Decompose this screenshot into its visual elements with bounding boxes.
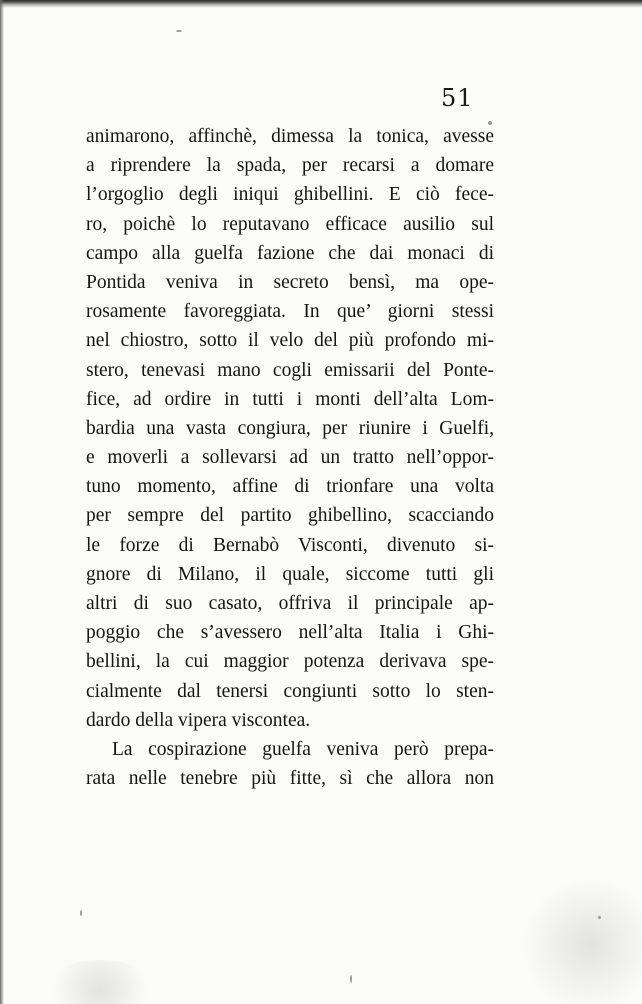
text-line: cialmente dal tenersi congiunti sotto lo sten-: [86, 680, 494, 702]
text-line: poggio che s’avessero nell’alta Italia i Ghi-: [86, 622, 494, 644]
paper-stain: [520, 880, 642, 1004]
text-line: altri di suo casato, offriva il principale ap-: [86, 593, 494, 614]
ink-speck: [176, 30, 182, 32]
paper-stain: [40, 960, 160, 1004]
text-line: stero, tenevasi mano cogli emissarii del Ponte-: [86, 359, 494, 381]
page-top-edge: [0, 0, 642, 8]
page-left-edge: [0, 0, 4, 1004]
text-line: rata nelle tenebre più fitte, sì che allora non: [86, 768, 494, 790]
text-line: animarono, affinchè, dimessa la tonica, avesse: [86, 126, 494, 147]
text-line: Pontida veniva in secreto bensì, ma ope-: [86, 271, 494, 293]
text-line: tuno momento, affine di trionfare una volta: [86, 476, 494, 498]
text-line: bellini, la cui maggior potenza derivava spe-: [86, 651, 494, 673]
ink-speck: [350, 975, 352, 983]
text-line: ro, poichè lo reputavano efficace ausilio sul: [86, 213, 494, 235]
text-line: gnore di Milano, il quale, siccome tutti gli: [86, 563, 494, 585]
text-line: campo alla guelfa fazione che dai monaci di: [86, 242, 494, 264]
text-line: a riprendere la spada, per recarsi a domare: [86, 155, 494, 177]
text-line: per sempre del partito ghibellino, scacciando: [86, 505, 494, 527]
text-line: nel chiostro, sotto il velo del più profondo mi-: [86, 330, 494, 352]
text-line: bardia una vasta congiura, per riunire i Guelfi,: [86, 417, 494, 439]
page-number: 51: [441, 84, 474, 112]
text-line-paragraph-end: dardo della vipera viscontea.: [86, 709, 311, 731]
text-line-paragraph-start: La cospirazione guelfa veniva però prepa-: [112, 738, 494, 760]
text-line: rosamente favoreggiata. In que’ giorni stessi: [86, 301, 494, 323]
body-text: [86, 122, 494, 793]
ink-speck: [598, 916, 601, 919]
text-line: le forze di Bernabò Visconti, divenuto si-: [86, 534, 494, 556]
text-line: fice, ad ordire in tutti i monti dell’alta Lom-: [86, 388, 494, 410]
text-line: e moverli a sollevarsi ad un tratto nell’oppor-: [86, 447, 494, 469]
text-line: l’orgoglio degli iniqui ghibellini. E ciò fece-: [86, 184, 494, 206]
ink-speck: [80, 910, 82, 916]
